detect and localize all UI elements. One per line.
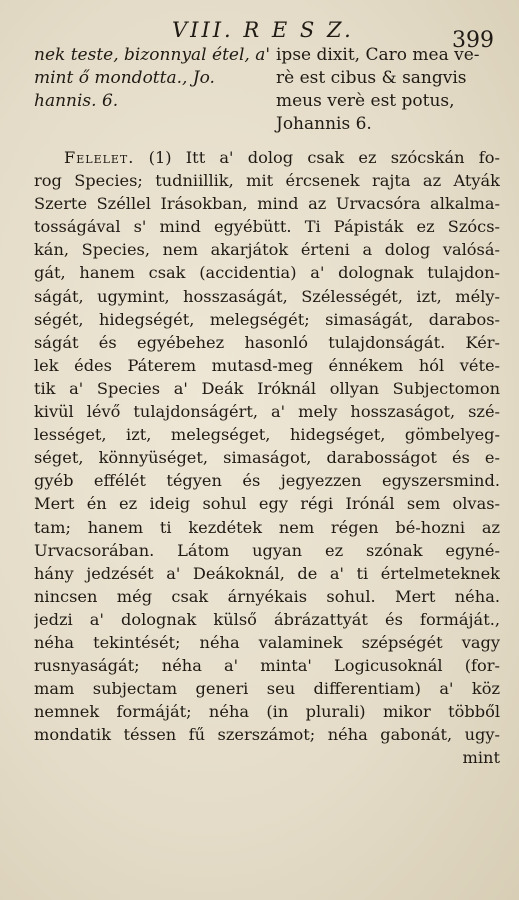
text-line: hány jedzését a' Deákoknál, de a' ti értelmeteknek xyxy=(34,563,500,583)
text-line: jedzi a' dolognak külső ábrázattyát és formáját., xyxy=(34,609,500,629)
text-line: tam; hanem ti kezdétek nem régen bé-hozni az xyxy=(34,517,500,537)
answer-heading: Felelet. xyxy=(64,148,135,167)
text-line: ségét, hidegségét, melegségét; simaságát, darabos- xyxy=(34,309,500,329)
latin-line: meus verè est potus, xyxy=(276,91,455,111)
text-line: ságát és egyébehez hasonló tulajdonságát. Kér- xyxy=(34,332,500,352)
text-line: Szerte Széllel Irásokban, mind az Urvacsóra alkalma- xyxy=(34,194,500,214)
text-line: Urvacsorában. Látom ugyan ez szónak egyné- xyxy=(34,540,500,560)
text-line: mondatik téssen fű szerszámot; néha gabonát, ugy- xyxy=(34,725,500,745)
text-line: gát, hanem csak (accidentia) a' dolognak tulajdon- xyxy=(34,263,500,283)
catchword: mint xyxy=(462,748,500,768)
text-line: kivül lévő tulajdonságért, a' mely hosszaságot, szé- xyxy=(34,402,500,422)
text-line: rusnyaságát; néha a' minta' Logicusoknál (for- xyxy=(34,656,500,676)
text-line: lességet, izt, melegséget, hidegséget, gömbelyeg- xyxy=(34,425,500,445)
latin-column xyxy=(276,44,502,136)
hungarian-line: mint ő mondotta., Jo. xyxy=(34,68,215,88)
running-head: VIII. R E S Z. xyxy=(172,18,354,42)
text-line: gyéb effélét tégyen és jegyezzen egyszersmind. xyxy=(34,471,500,491)
first-line-text: (1) Itt a' dolog csak ez szócskán fo- xyxy=(148,148,500,167)
text-line: séget, könnyüséget, simaságot, darabosságot és e- xyxy=(34,448,500,468)
text-line: ságát, ugymint, hosszaságát, Szélességét, izt, mély- xyxy=(34,286,500,306)
body-paragraph xyxy=(34,146,500,770)
text-line: lek édes Páterem mutasd-meg énnékem hól véte- xyxy=(34,355,500,375)
text-line: nincsen még csak árnyékais sohul. Mert néha. xyxy=(34,586,500,606)
page-number: 399 xyxy=(452,28,494,53)
text-line: nemnek formáját; néha (in plurali) mikor többől xyxy=(34,702,500,722)
text-line: Mert én ez ideig sohul egy régi Irónál sem olvas- xyxy=(34,494,500,514)
text-line: tosságával s' mind egyébütt. Ti Pápisták ez Szócs- xyxy=(34,217,500,237)
latin-line: rè est cibus & sangvis xyxy=(276,68,467,88)
hungarian-line: hannis. 6. xyxy=(34,91,119,111)
hungarian-line: nek teste, bizonnyal étel, a' xyxy=(34,45,271,65)
text-line: rog Species; tudniillik, mit ércsenek rajta az Atyák xyxy=(34,171,500,191)
text-line: mam subjectam generi seu differentiam) a' köz xyxy=(34,679,500,699)
latin-line: Johannis 6. xyxy=(276,114,372,134)
text-line: kán, Species, nem akarjátok érteni a dolog valósá- xyxy=(34,240,500,260)
text-line: tik a' Species a' Deák Iróknál ollyan Subjectomon xyxy=(34,378,500,398)
paragraph-first-line xyxy=(34,146,500,169)
hungarian-column xyxy=(34,44,271,113)
text-line: néha tekintését; néha valaminek szépségét vagy xyxy=(34,632,500,652)
latin-line: ipse dixit, Caro mea ve- xyxy=(276,45,480,65)
